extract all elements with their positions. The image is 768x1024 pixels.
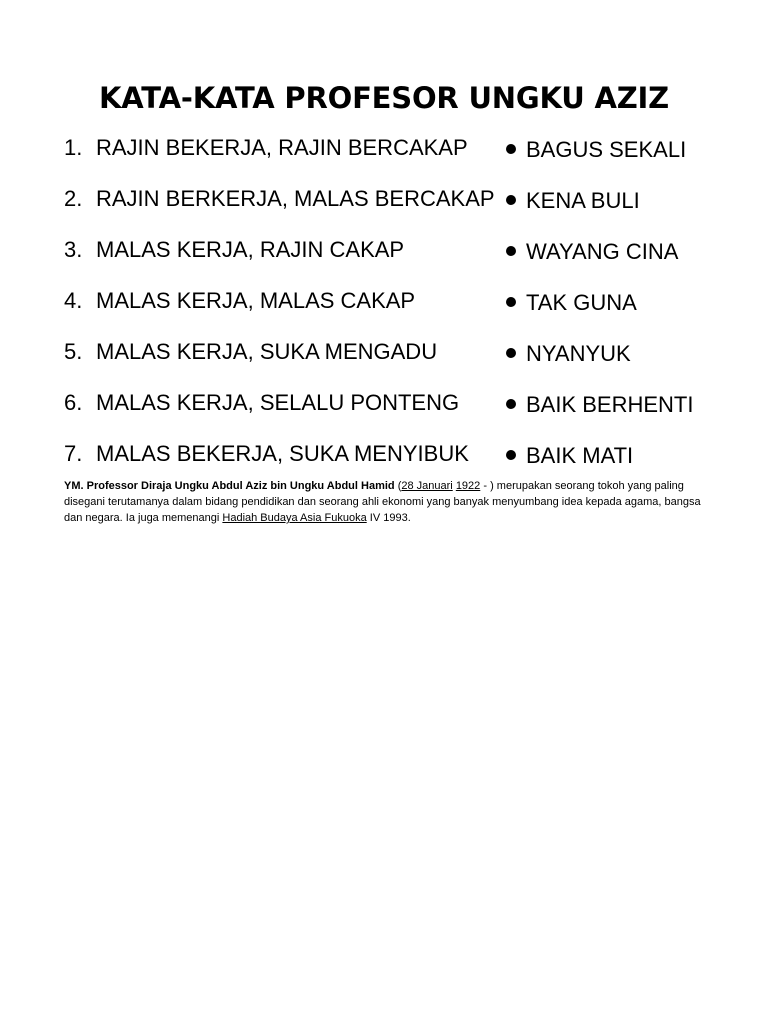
item-result: BAIK BERHENTI	[526, 392, 694, 417]
sayings-list	[64, 132, 704, 489]
birth-date-link[interactable]: 28 Januari	[401, 480, 453, 492]
item-saying: MALAS KERJA, RAJIN CAKAP	[96, 237, 405, 262]
bullet-icon	[506, 246, 516, 256]
item-result: WAYANG CINA	[526, 239, 679, 264]
biography-text: - ) merupakan seorang tokoh yang paling disegani terutamanya dalam bidang pendidikan dan seorang ahli ekonomi yang banyak menyumbang idea kepada agama, bangsa dan negara. Ia juga memenangi	[64, 480, 701, 524]
list-item	[64, 387, 704, 438]
item-saying: RAJIN BERKERJA, MALAS BERCAKAP	[96, 186, 495, 211]
item-saying: MALAS KERJA, MALAS CAKAP	[96, 288, 416, 313]
item-saying: RAJIN BEKERJA, RAJIN BERCAKAP	[96, 135, 468, 160]
list-item	[64, 183, 704, 234]
biography-name: YM. Professor Diraja Ungku Abdul Aziz bin Ungku Abdul Hamid	[64, 480, 395, 492]
bullet-icon	[506, 348, 516, 358]
page-title: KATA-KATA PROFESOR UNGKU AZIZ	[99, 81, 669, 115]
item-number: 1.	[64, 135, 83, 160]
item-number: 5.	[64, 339, 83, 364]
item-result: TAK GUNA	[526, 290, 637, 315]
item-number: 6.	[64, 390, 83, 415]
bullet-icon	[506, 450, 516, 460]
list-item	[64, 132, 704, 183]
bullet-icon	[506, 144, 516, 154]
item-saying: MALAS KERJA, SUKA MENGADU	[96, 339, 438, 364]
bullet-icon	[506, 195, 516, 205]
item-result: BAIK MATI	[526, 443, 634, 468]
item-number: 7.	[64, 441, 83, 466]
item-saying: MALAS BEKERJA, SUKA MENYIBUK	[96, 441, 469, 466]
birth-year-link[interactable]: 1922	[455, 480, 481, 492]
bullet-icon	[506, 399, 516, 409]
item-number: 2.	[64, 186, 83, 211]
biography-note	[64, 478, 704, 526]
item-result: BAGUS SEKALI	[526, 137, 687, 162]
item-result: KENA BULI	[526, 188, 640, 213]
note-open-paren: (	[394, 480, 402, 492]
item-number: 3.	[64, 237, 83, 262]
list-item	[64, 234, 704, 285]
bullet-icon	[506, 297, 516, 307]
list-item	[64, 285, 704, 336]
item-number: 4.	[64, 288, 83, 313]
biography-end: IV 1993.	[366, 512, 411, 524]
item-saying: MALAS KERJA, SELALU PONTENG	[96, 390, 460, 415]
award-link[interactable]: Hadiah Budaya Asia Fukuoka	[222, 512, 367, 524]
list-item	[64, 336, 704, 387]
item-result: NYANYUK	[526, 341, 631, 366]
